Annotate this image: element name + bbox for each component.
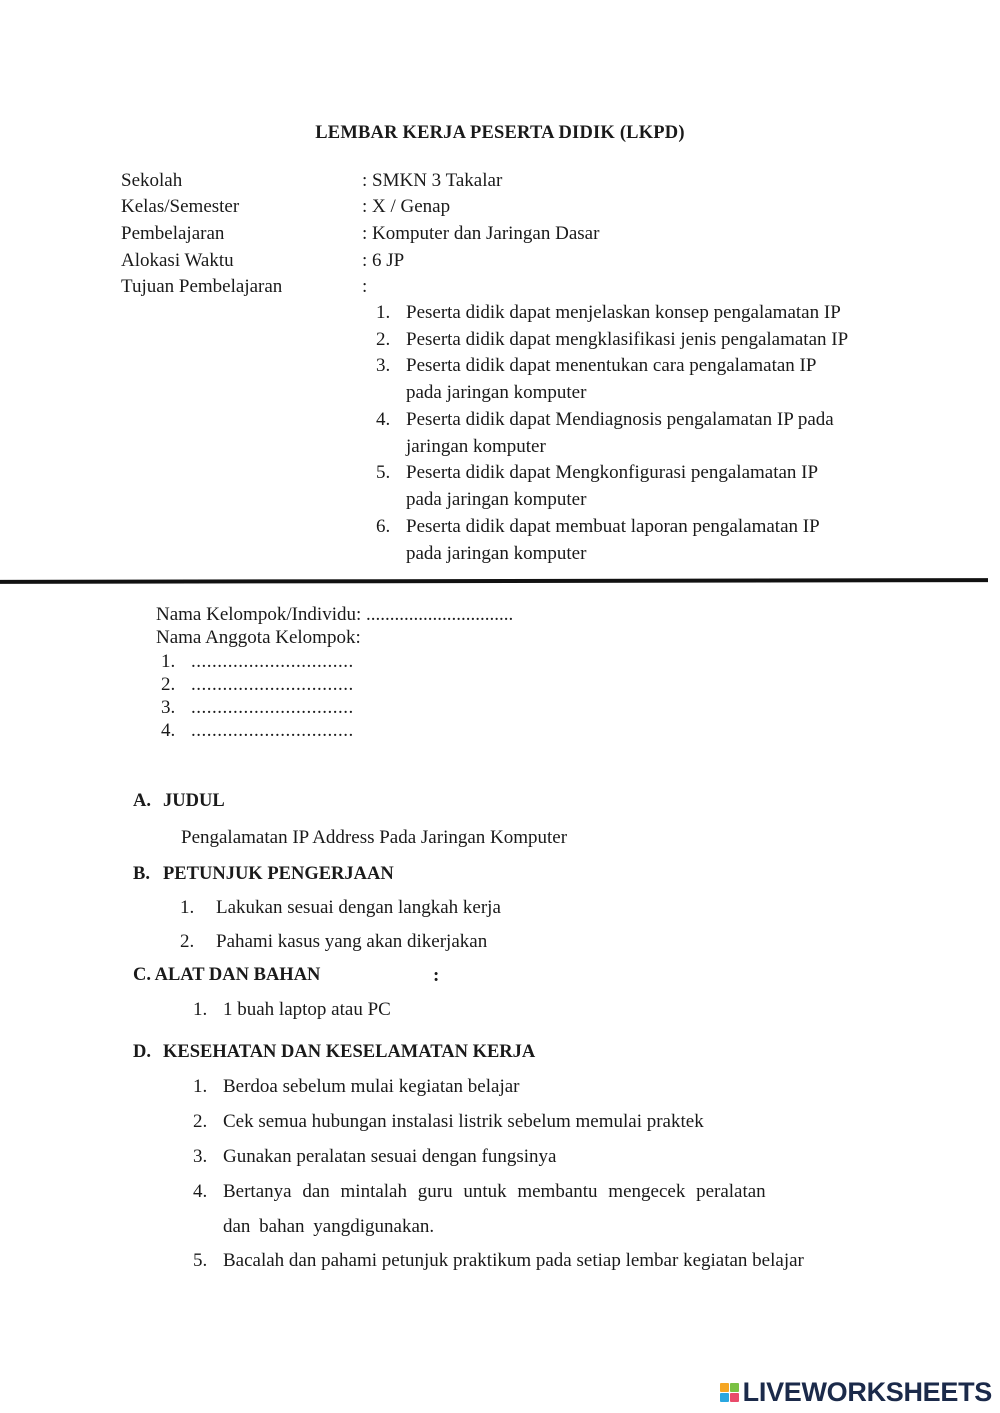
label-time-allocation: Alokasi Waktu <box>121 250 234 271</box>
tool-number: 1. <box>193 999 208 1020</box>
section-c-colon: : <box>433 965 440 986</box>
member-blank: ............................... <box>191 720 354 741</box>
value-learning-goals: : <box>362 276 368 297</box>
safety-text-continued: dan bahan yangdigunakan. <box>223 1216 435 1237</box>
member-blank: ............................... <box>191 697 354 718</box>
logo-square <box>720 1383 729 1392</box>
instruction-number: 2. <box>180 931 195 952</box>
goal-number: 3. <box>376 355 391 376</box>
liveworksheets-logo-text: LIVEWORKSHEETS <box>742 1377 992 1407</box>
member-number: 4. <box>161 720 176 741</box>
goal-text: Peserta didik dapat mengklasifikasi jenis pengalamatan IP <box>406 329 849 350</box>
label-school: Sekolah <box>121 170 183 191</box>
value-time-allocation: : 6 JP <box>362 250 405 271</box>
goal-number: 6. <box>376 516 391 537</box>
member-blank: ............................... <box>191 674 354 695</box>
label-learning-goals: Tujuan Pembelajaran <box>121 276 283 297</box>
goal-text-continued: pada jaringan komputer <box>406 382 587 403</box>
value-school: : SMKN 3 Takalar <box>362 170 503 191</box>
section-d-heading <box>133 1043 535 1062</box>
safety-text: Bacalah dan pahami petunjuk praktikum pada setiap lembar kegiatan belajar <box>223 1250 804 1271</box>
section-letter: B. <box>133 864 150 884</box>
goal-text: Peserta didik dapat Mengkonfigurasi pengalamatan IP <box>406 462 819 483</box>
section-title: KESEHATAN DAN KESELAMATAN KERJA <box>163 1042 536 1062</box>
goal-text: Peserta didik dapat Mendiagnosis pengalamatan IP pada <box>406 409 834 430</box>
safety-number: 4. <box>193 1181 208 1202</box>
member-number: 2. <box>161 674 176 695</box>
liveworksheets-logo <box>720 1379 992 1406</box>
goal-number: 5. <box>376 462 391 483</box>
safety-number: 5. <box>193 1250 208 1271</box>
safety-text: Berdoa sebelum mulai kegiatan belajar <box>223 1076 520 1097</box>
label-subject: Pembelajaran <box>121 223 225 244</box>
instruction-text: Lakukan sesuai dengan langkah kerja <box>216 897 501 918</box>
instruction-number: 1. <box>180 897 195 918</box>
horizontal-divider <box>0 578 988 584</box>
section-letter: D. <box>133 1042 151 1062</box>
value-class-semester: : X / Genap <box>362 196 451 217</box>
safety-number: 3. <box>193 1146 208 1167</box>
liveworksheets-logo-icon <box>720 1383 739 1402</box>
goal-number: 4. <box>376 409 391 430</box>
section-title: PETUNJUK PENGERJAAN <box>163 864 394 884</box>
goal-text-continued: jaringan komputer <box>406 436 546 457</box>
group-name-line: Nama Kelompok/Individu: ............................... <box>156 604 514 625</box>
member-number: 3. <box>161 697 176 718</box>
section-letter: A. <box>133 791 151 811</box>
section-a-heading <box>133 792 225 811</box>
goal-text: Peserta didik dapat menjelaskan konsep pengalamatan IP <box>406 302 841 323</box>
safety-text: Gunakan peralatan sesuai dengan fungsinya <box>223 1146 557 1167</box>
goal-number: 1. <box>376 302 391 323</box>
logo-square <box>730 1383 739 1392</box>
page-title: LEMBAR KERJA PESERTA DIDIK (LKPD) <box>315 123 685 143</box>
section-c-heading: C. ALAT DAN BAHAN <box>133 965 321 985</box>
section-b-heading <box>133 865 394 884</box>
label-class-semester: Kelas/Semester <box>121 196 240 217</box>
goal-text: Peserta didik dapat membuat laporan pengalamatan IP <box>406 516 820 537</box>
goal-text-continued: pada jaringan komputer <box>406 489 587 510</box>
tool-text: 1 buah laptop atau PC <box>223 999 391 1020</box>
safety-number: 1. <box>193 1076 208 1097</box>
logo-square <box>730 1393 739 1402</box>
safety-text: Bertanya dan mintalah guru untuk membantu mengecek peralatan <box>223 1181 766 1202</box>
safety-number: 2. <box>193 1111 208 1132</box>
section-title: JUDUL <box>163 791 225 811</box>
value-subject: : Komputer dan Jaringan Dasar <box>362 223 600 244</box>
logo-square <box>720 1393 729 1402</box>
judul-text: Pengalamatan IP Address Pada Jaringan Komputer <box>181 827 568 848</box>
goal-text-continued: pada jaringan komputer <box>406 543 587 564</box>
group-members-label: Nama Anggota Kelompok: <box>156 627 361 648</box>
goal-text: Peserta didik dapat menentukan cara pengalamatan IP <box>406 355 817 376</box>
instruction-text: Pahami kasus yang akan dikerjakan <box>216 931 488 952</box>
goal-number: 2. <box>376 329 391 350</box>
member-number: 1. <box>161 651 176 672</box>
safety-text: Cek semua hubungan instalasi listrik sebelum memulai praktek <box>223 1111 704 1132</box>
member-blank: ............................... <box>191 651 354 672</box>
